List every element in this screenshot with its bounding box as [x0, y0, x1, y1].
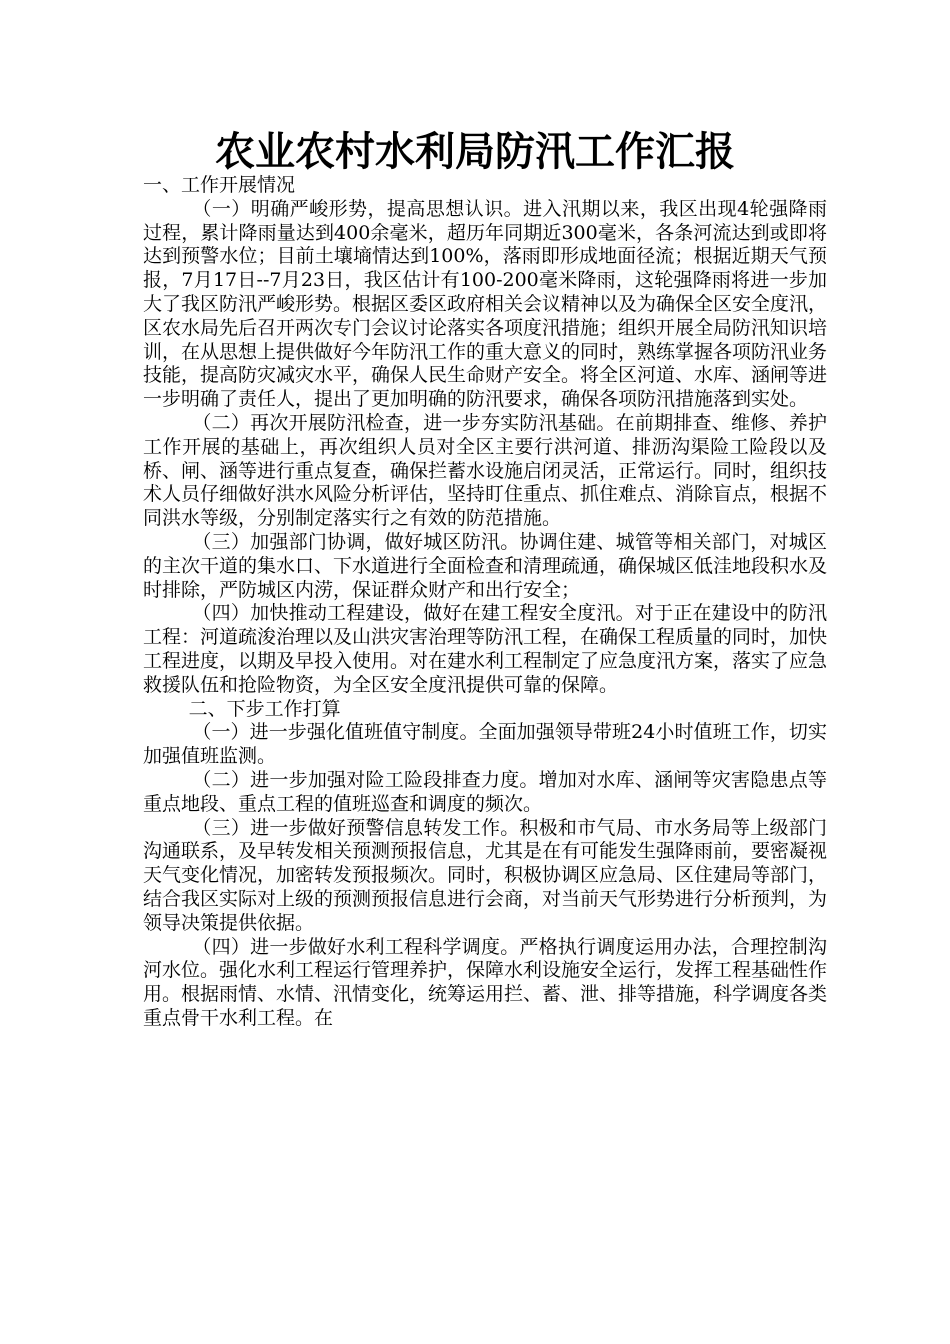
section-heading-work-progress: 一、工作开展情况: [143, 174, 296, 196]
paragraph-urban-flood-control: （三）加强部门协调，做好城区防汛。协调住建、城管等相关部门，对城区的主次干道的集水口、下水道进行全面检查和清理疏通，确保城区低洼地段积水及时排除，严防城区内涝，保证群众财产和出行安全；: [143, 530, 828, 601]
document-title: 农业农村水利局防汛工作汇报: [215, 129, 735, 175]
paragraph-warning-forwarding: （三）进一步做好预警信息转发工作。积极和市气局、市水务局等上级部门沟通联系，及早转发相关预测预报信息，尤其是在有可能发生强降雨前，要密凝视天气变化情况，加密转发预报频次。同时，积极协调区应急局、区住建局等部门，结合我区实际对上级的预测预报信息进行会商，对当前天气形势进行分析预判，为领导决策提供依据。: [143, 816, 828, 934]
paragraph-risk-inspection: （二）进一步加强对险工险段排查力度。增加对水库、涵闸等灾害隐患点等重点地段、重点工程的值班巡查和调度的频次。: [143, 768, 827, 815]
document-body: [143, 174, 827, 1031]
paragraph-scientific-dispatch: （四）进一步做好水利工程科学调度。严格执行调度运用办法，合理控制沟河水位。强化水利工程运行管理养护，保障水利设施安全运行，发挥工程基础性作用。根据雨情、水情、汛情变化，统筹运用拦、蓄、泄、排等措施，科学调度各类重点骨干水利工程。在: [143, 935, 828, 1029]
paragraph-flood-inspection: （二）再次开展防汛检查，进一步夯实防汛基础。在前期排查、维修、养护工作开展的基础上，再次组织人员对全区主要行洪河道、排沥沟渠险工险段以及桥、闸、涵等进行重点复查，确保拦蓄水设施启闭灵活，正常运行。同时，组织技术人员仔细做好洪水风险分析评估，坚持盯住重点、抓住难点、消除盲点，根据不同洪水等级，分别制定落实行之有效的防范措施。: [143, 411, 828, 530]
paragraph-duty-system: （一）进一步强化值班值守制度。全面加强领导带班24小时值班工作，切实加强值班监测。: [143, 721, 827, 768]
section-heading-next-steps: 二、下步工作打算: [188, 697, 341, 720]
paragraph-project-construction: （四）加快推动工程建设，做好在建工程安全度汛。对于正在建设中的防汛工程：河道疏浚治理以及山洪灾害治理等防汛工程，在确保工程质量的同时，加快工程进度，以期及早投入使用。对在建水利工程制定了应急度汛方案，落实了应急救援队伍和抢险物资，为全区安全度汛提供可靠的保障。: [143, 602, 828, 696]
paragraph-situation-awareness: （一）明确严峻形势，提高思想认识。进入汛期以来，我区出现4轮强降雨过程，累计降雨量达到400余毫米，超历年同期近300毫米，各条河流达到或即将达到预警水位；目前土壤墒情达到100%，落雨即形成地面径流；根据近期天气预报，7月17日--7月23日，我区估计有100-200毫米降雨，这轮强降雨将进一步加大了我区防汛严峻形势。根据区委区政府相关会议精神以及为确保全区安全度汛，区农水局先后召开两次专门会议讨论落实各项度汛措施；组织开展全局防汛知识培训，在从思想上提供做好今年防汛工作的重大意义的同时，熟练掌握各项防汛业务技能，提高防灾减灾水平，确保人民生命财产安全。将全区河道、水库、涵闸等进一步明确了责任人，提出了更加明确的防汛要求，确保各项防汛措施落到实处。: [143, 197, 828, 411]
